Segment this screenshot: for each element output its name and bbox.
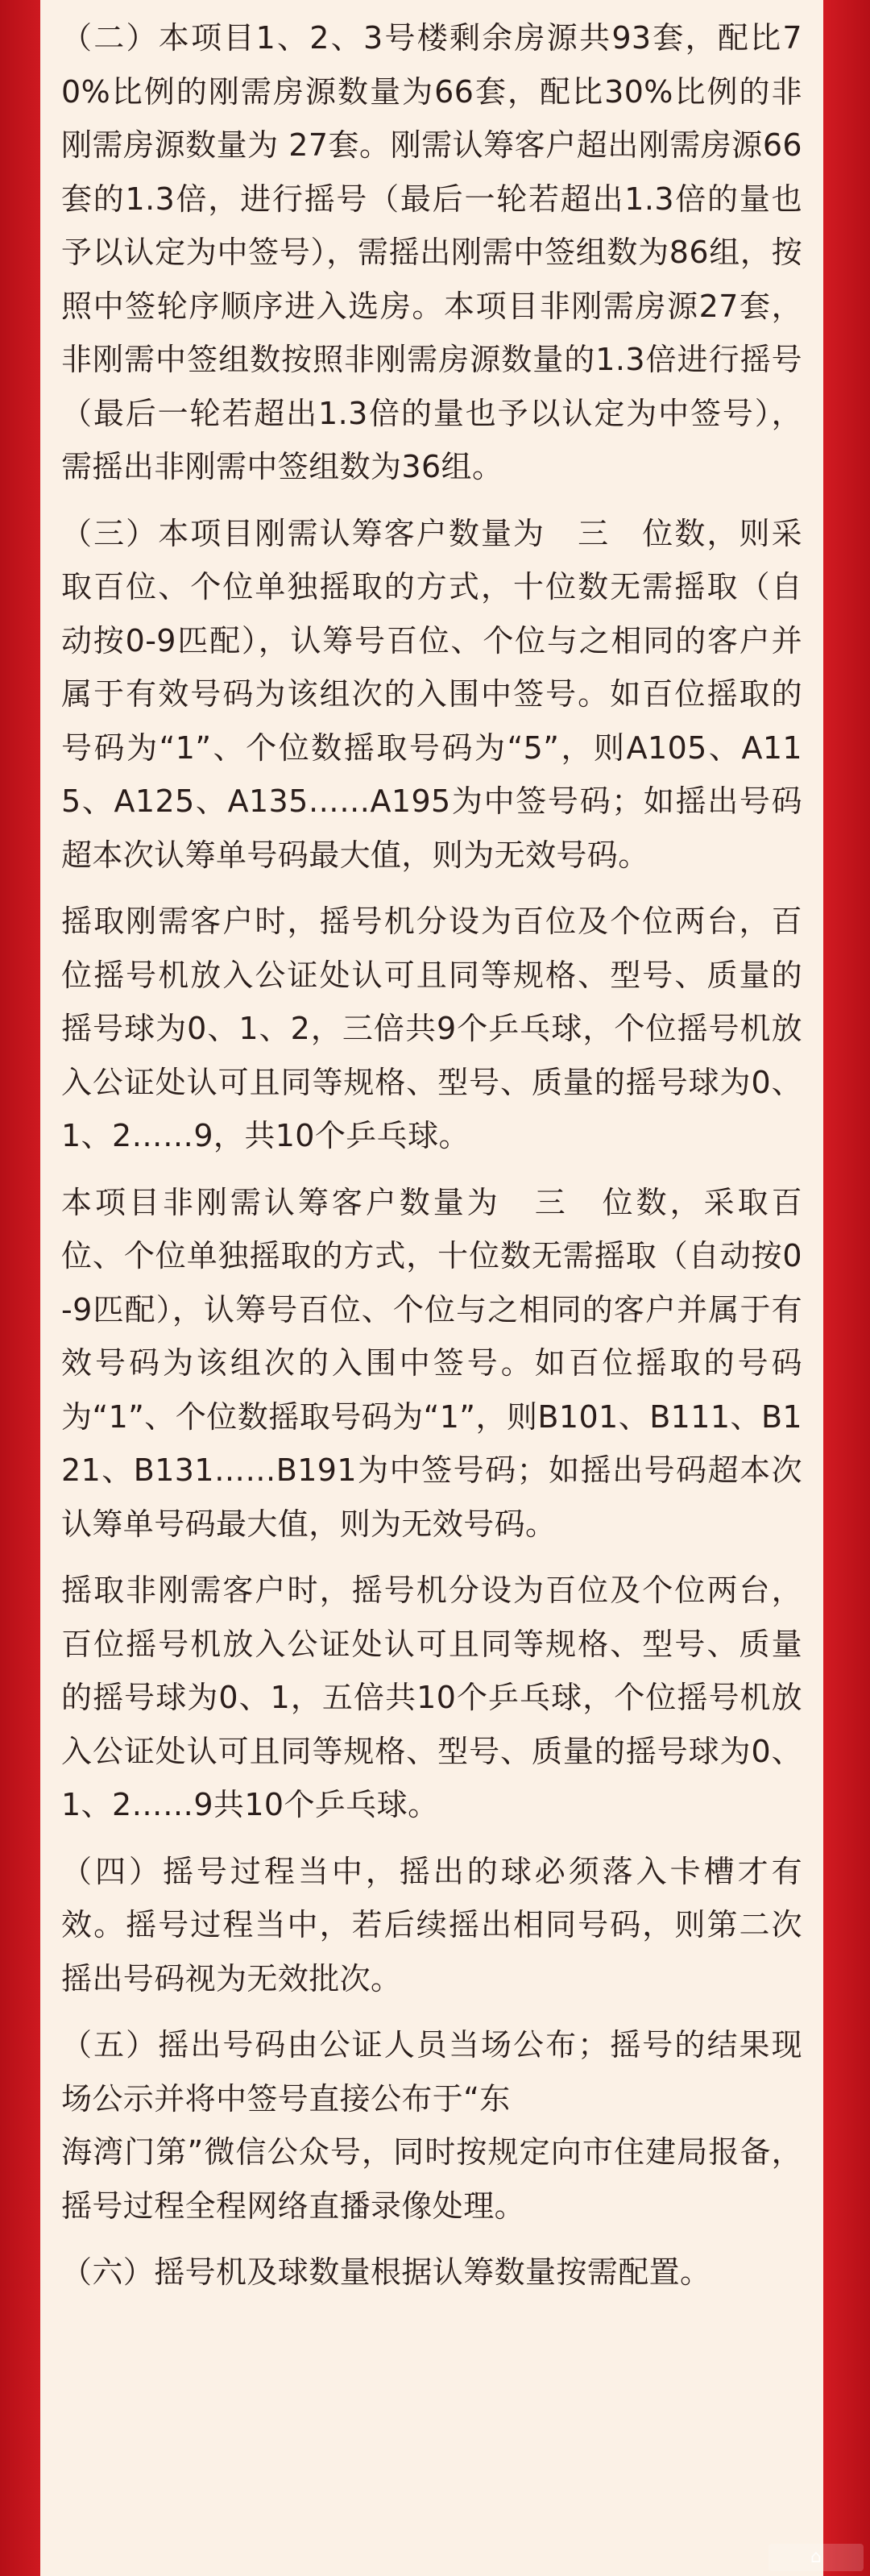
- watermark-logo: ⌂: [768, 2544, 864, 2571]
- paragraph-section-5: （五）摇出号码由公证人员当场公布；摇号的结果现场公示并将中签号直接公布于“东: [61, 2027, 802, 2117]
- paragraph-non-rigid-lottery-machines: 摇取非刚需客户时，摇号机分设为百位及个位两台，百位摇号机放入公证处认可且同等规格、型号、质量的摇号球为0、1，五倍共10个乒乓球，个位摇号机放入公证处认可且同等规格、型号、质量的摇号球为0、1、2……9共10个乒乓球。: [61, 1573, 802, 1822]
- document-content: [61, 11, 802, 2300]
- document-panel: [40, 0, 823, 2576]
- paragraph-section-4: （四）摇号过程当中，摇出的球必须落入卡槽才有效。摇号过程当中，若后续摇出相同号码，则第二次摇出号码视为无效批次。: [61, 1853, 802, 1996]
- paragraph-section-5-continued: 海湾门第”微信公众号，同时按规定向市住建局报备，摇号过程全程网络直播录像处理。: [61, 2134, 802, 2224]
- paragraph-section-2: （二）本项目1、2、3号楼剩余房源共93套，配比70%比例的刚需房源数量为66套，配比30%比例的非刚需房源数量为 27套。刚需认筹客户超出刚需房源66套的1.3倍，进行摇号（最后一轮若超出1.3倍的量也予以认定为中签号），需摇出刚需中签组数为86组，按照中签轮序顺序进入选房。本项目非刚需房源27套，非刚需中签组数按照非刚需房源数量的1.3倍进行摇号（最后一轮若超出1.3倍的量也予以认定为中签号），需摇出非刚需中签组数为36组。: [61, 20, 802, 484]
- paragraph-non-rigid-customers: 本项目非刚需认筹客户数量为 三 位数，采取百位、个位单独摇取的方式，十位数无需摇取（自动按0-9匹配），认筹号百位、个位与之相同的客户并属于有效号码为该组次的入围中签号。如百位摇取的号码为“1”、个位数摇取号码为“1”，则B101、B111、B121、B131……B191为中签号码；如摇出号码超本次认筹单号码最大值，则为无效号码。: [61, 1184, 802, 1542]
- paragraph-section-3: （三）本项目刚需认筹客户数量为 三 位数，则采取百位、个位单独摇取的方式，十位数无需摇取（自动按0-9匹配），认筹号百位、个位与之相同的客户并属于有效号码为该组次的入围中签号。如百位摇取的号码为“1”、个位数摇取号码为“5”，则A105、A115、A125、A135……A195为中签号码；如摇出号码超本次认筹单号码最大值，则为无效号码。: [61, 515, 802, 873]
- paragraph-rigid-lottery-machines: 摇取刚需客户时，摇号机分设为百位及个位两台，百位摇号机放入公证处认可且同等规格、型号、质量的摇号球为0、1、2，三倍共9个乒乓球，个位摇号机放入公证处认可且同等规格、型号、质量的摇号球为0、1、2……9，共10个乒乓球。: [61, 904, 802, 1153]
- paragraph-section-6: （六）摇号机及球数量根据认筹数量按需配置。: [61, 2254, 711, 2290]
